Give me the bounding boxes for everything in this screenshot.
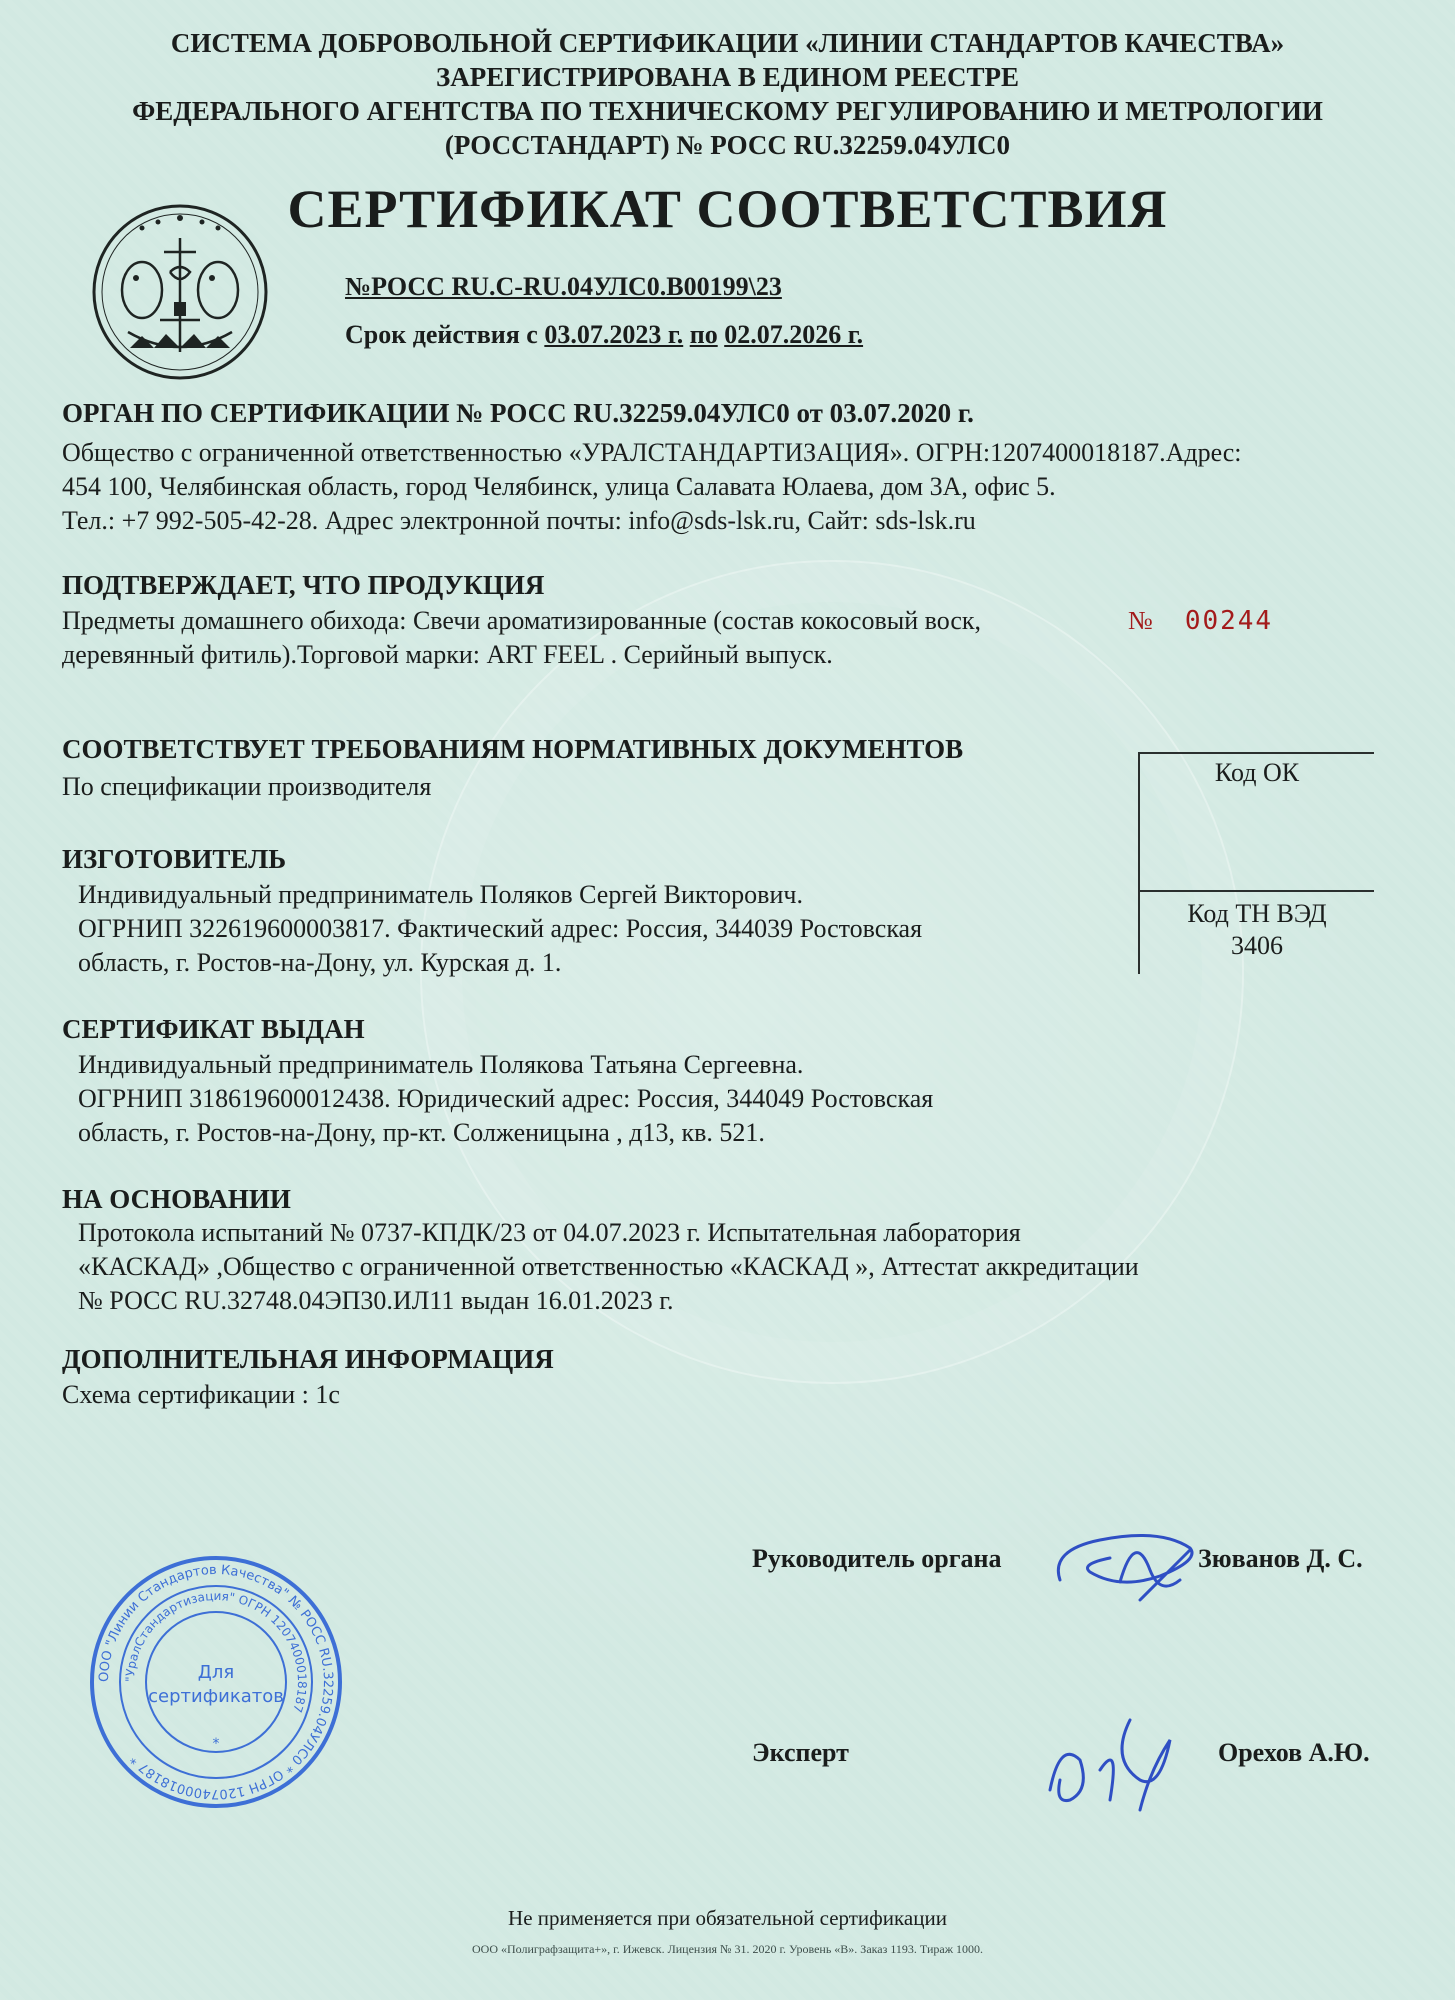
basis-line-2: «КАСКАД» ,Общество с ограниченной ответственностью «КАСКАД », Аттестат аккредитации bbox=[78, 1252, 1139, 1281]
classification-codes-box bbox=[1138, 752, 1374, 974]
basis-section-title: НА ОСНОВАНИИ bbox=[62, 1184, 291, 1214]
head-signature bbox=[1040, 1510, 1220, 1620]
organ-line-3: Тел.: +7 992-505-42-28. Адрес электронной почты: info@sds-lsk.ru, Сайт: sds-lsk.ru bbox=[62, 506, 976, 535]
tnved-code-label: Код ТН ВЭД bbox=[1187, 899, 1327, 928]
issued-line-2: ОГРНИП 318619600012438. Юридический адрес: Россия, 344049 Ростовская bbox=[78, 1084, 934, 1113]
head-of-organ-label: Руководитель органа bbox=[752, 1544, 1002, 1573]
validity-to-date: 02.07.2026 г. bbox=[724, 320, 864, 349]
conformity-section-body bbox=[62, 770, 431, 804]
manufacturer-section-body bbox=[78, 878, 922, 980]
manufacturer-line-2: ОГРНИП 322619600003817. Фактический адрес: Россия, 344039 Ростовская bbox=[78, 914, 923, 943]
header-line-1: СИСТЕМА ДОБРОВОЛЬНОЙ СЕРТИФИКАЦИИ «ЛИНИИ СТАНДАРТОВ КАЧЕСТВА» bbox=[170, 28, 1285, 58]
footer-printer-info: ООО «Полиграфзащита+», г. Ижевск. Лицензия № 31. 2020 г. Уровень «В». Заказ 1193. Тираж 1000. bbox=[472, 1942, 983, 1956]
ok-code-cell bbox=[1140, 754, 1374, 892]
issued-line-1: Индивидуальный предприниматель Полякова Татьяна Сергеевна. bbox=[78, 1050, 804, 1079]
organ-section-title: ОРГАН ПО СЕРТИФИКАЦИИ № РОСС RU.32259.04УЛС0 от 03.07.2020 г. bbox=[62, 398, 974, 428]
header-line-3: ФЕДЕРАЛЬНОГО АГЕНТСТВА ПО ТЕХНИЧЕСКОМУ РЕГУЛИРОВАНИЮ И МЕТРОЛОГИИ bbox=[132, 96, 1323, 126]
conformity-section-title: СООТВЕТСТВУЕТ ТРЕБОВАНИЯМ НОРМАТИВНЫХ ДОКУМЕНТОВ bbox=[62, 734, 964, 764]
header-line-4: (РОССТАНДАРТ) № РОСС RU.32259.04УЛС0 bbox=[444, 130, 1011, 160]
tnved-code-cell bbox=[1140, 892, 1374, 962]
basis-section-body bbox=[78, 1216, 1139, 1318]
validity-from-date: 03.07.2023 г. bbox=[544, 320, 684, 349]
ok-code-label: Код ОК bbox=[1214, 758, 1300, 787]
blank-serial-number bbox=[1128, 606, 1273, 636]
tnved-code-value: 3406 bbox=[1231, 931, 1283, 960]
document-title: СЕРТИФИКАТ СООТВЕТСТВИЯ bbox=[287, 179, 1168, 239]
organ-seal-stamp bbox=[86, 1552, 346, 1812]
validity-period bbox=[345, 320, 863, 350]
organ-line-1: Общество с ограниченной ответственностью «УРАЛСТАНДАРТИЗАЦИЯ». ОГРН:1207400018187.Адрес: bbox=[62, 438, 1242, 467]
conformity-line-1: По спецификации производителя bbox=[62, 772, 432, 801]
product-line-2: деревянный фитиль).Торговой марки: ART FEEL . Серийный выпуск. bbox=[62, 640, 833, 669]
system-emblem-icon bbox=[90, 202, 270, 382]
additional-section-title: ДОПОЛНИТЕЛЬНАЯ ИНФОРМАЦИЯ bbox=[62, 1344, 554, 1374]
validity-middle: по bbox=[689, 320, 718, 349]
issued-section-body bbox=[78, 1048, 933, 1150]
stamp-center-line-2: сертификатов bbox=[148, 1686, 284, 1707]
issued-line-3: область, г. Ростов-на-Дону, пр-кт. Солженицына , д13, кв. 521. bbox=[78, 1118, 765, 1147]
stamp-center-line-1: Для bbox=[197, 1662, 235, 1683]
manufacturer-line-1: Индивидуальный предприниматель Поляков Сергей Викторович. bbox=[78, 880, 803, 909]
expert-signature bbox=[1040, 1700, 1190, 1820]
stamp-ring-text: ООО "Линии Стандартов Качества" № РОСС RU.32259.04УЛС0 * ОГРН 1207400018187 * bbox=[96, 1562, 336, 1802]
expert-name: Орехов А.Ю. bbox=[1218, 1738, 1370, 1767]
header-line-2: ЗАРЕГИСТРИРОВАНА В ЕДИНОМ РЕЕСТРЕ bbox=[436, 62, 1019, 92]
stamp-inner-text: "УралСтандартизация" ОГРН 1207400018187 bbox=[122, 1588, 310, 1715]
issued-section-title: СЕРТИФИКАТ ВЫДАН bbox=[62, 1014, 365, 1044]
serial-number-sign: № bbox=[1128, 606, 1155, 635]
serial-number-value: 00244 bbox=[1184, 606, 1274, 636]
stamp-star-icon: * bbox=[212, 1736, 220, 1752]
manufacturer-line-3: область, г. Ростов-на-Дону, ул. Курская д. 1. bbox=[78, 948, 562, 977]
head-of-organ-name: Зюванов Д. С. bbox=[1198, 1544, 1363, 1573]
organ-line-2: 454 100, Челябинская область, город Челябинск, улица Салавата Юлаева, дом 3А, офис 5. bbox=[62, 472, 1056, 501]
additional-section-body bbox=[62, 1378, 340, 1412]
additional-line-1: Схема сертификации : 1с bbox=[62, 1380, 340, 1409]
certificate-number: №РОСС RU.C-RU.04УЛС0.В00199\23 bbox=[345, 272, 782, 301]
validity-prefix: Срок действия с bbox=[345, 320, 538, 349]
basis-line-1: Протокола испытаний № 0737-КПДК/23 от 04.07.2023 г. Испытательная лаборатория bbox=[78, 1218, 1021, 1247]
basis-line-3: № РОСС RU.32748.04ЭП30.ИЛ11 выдан 16.01.2023 г. bbox=[78, 1286, 674, 1315]
product-section-title: ПОДТВЕРЖДАЕТ, ЧТО ПРОДУКЦИЯ bbox=[62, 570, 545, 600]
organ-section-body bbox=[62, 436, 1242, 538]
certification-system-header bbox=[40, 26, 1415, 162]
expert-label: Эксперт bbox=[752, 1738, 849, 1767]
product-section-body bbox=[62, 604, 981, 672]
product-line-1: Предметы домашнего обихода: Свечи ароматизированные (состав кокосовый воск, bbox=[62, 606, 982, 635]
manufacturer-section-title: ИЗГОТОВИТЕЛЬ bbox=[62, 844, 287, 874]
footer-note: Не применяется при обязательной сертификации bbox=[508, 1906, 947, 1930]
